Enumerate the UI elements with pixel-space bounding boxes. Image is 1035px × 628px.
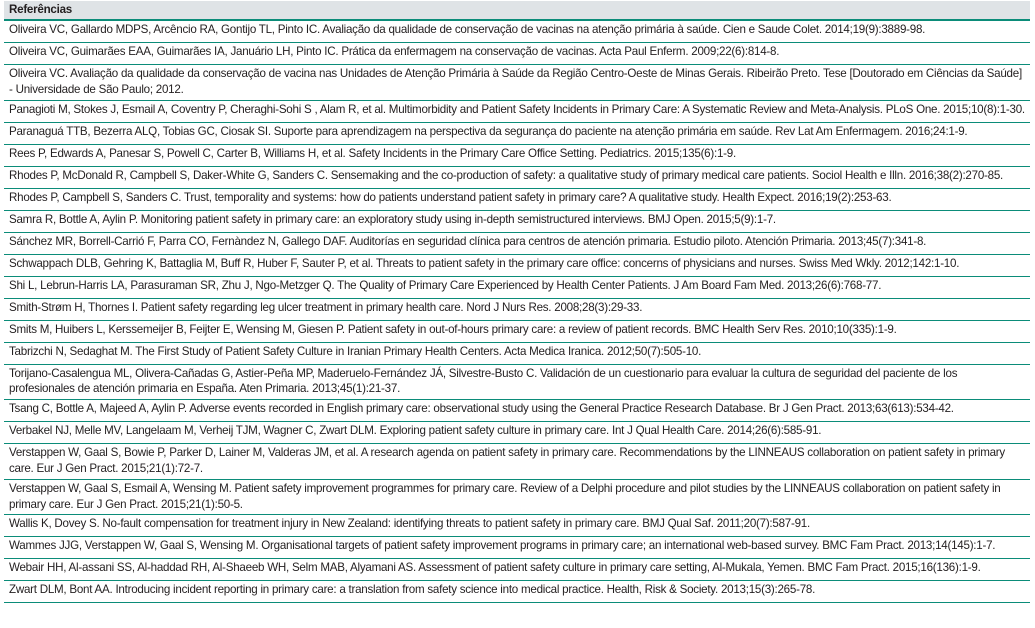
table-header-row: [4, 1, 1030, 20]
reference-cell: Wallis K, Dovey S. No-fault compensation for treatment injury in New Zealand: identifying threats to patient safety in primary care. BMJ Qual Saf. 2011;20(7):587-91.: [4, 515, 1030, 537]
reference-cell: Oliveira VC. Avaliação da qualidade da conservação de vacina nas Unidades de Atenção Primária à Saúde da Região Centro-Oeste de Minas Gerais. Ribeirão Preto. Tese [Doutorado em Ciências da Saúde] - Universidade de São Paulo; 2012.: [4, 65, 1030, 101]
reference-cell: Samra R, Bottle A, Aylin P. Monitoring patient safety in primary care: an exploratory study using in-depth semistructured interviews. BMJ Open. 2015;5(9):1-7.: [4, 210, 1030, 232]
reference-cell: Verstappen W, Gaal S, Esmail A, Wensing M. Patient safety improvement programmes for primary care. Review of a Delphi procedure and pilot studies by the LINNEAUS collaboration on patient safety in primary care. Eur J Gen Pract. 2015;21(1):50-5.: [4, 479, 1030, 515]
reference-cell: Tabrizchi N, Sedaghat M. The First Study of Patient Safety Culture in Iranian Primary Health Centers. Acta Medica Iranica. 2012;50(7):505-10.: [4, 342, 1030, 364]
table-row: [4, 20, 1030, 43]
reference-cell: Smith-Strøm H, Thornes I. Patient safety regarding leg ulcer treatment in primary health care. Nord J Nurs Res. 2008;28(3):29-33.: [4, 298, 1030, 320]
table-row: [4, 254, 1030, 276]
reference-cell: Smits M, Huibers L, Kerssemeijer B, Feijter E, Wensing M, Giesen P. Patient safety in out-of-hours primary care: a review of patient records. BMC Health Serv Res. 2010;10(335):1-9.: [4, 320, 1030, 342]
table-row: [4, 515, 1030, 537]
reference-cell: Oliveira VC, Gallardo MDPS, Arcêncio RA, Gontijo TL, Pinto IC. Avaliação da qualidade de conservação de vacinas na atenção primária à saúde. Cien e Saude Colet. 2014;19(9):3889-98.: [4, 20, 1030, 43]
reference-cell: Rees P, Edwards A, Panesar S, Powell C, Carter B, Williams H, et al. Safety Incidents in the Primary Care Office Setting. Pediatrics. 2015;135(6):1-9.: [4, 144, 1030, 166]
reference-cell: Rhodes P, McDonald R, Campbell S, Daker-White G, Sanders C. Sensemaking and the co-production of safety: a qualitative study of primary medical care patients. Sociol Health e Illn. 2016;38(2):270-85.: [4, 166, 1030, 188]
table-row: [4, 43, 1030, 65]
table-row: [4, 422, 1030, 444]
table-row: [4, 100, 1030, 122]
reference-cell: Verbakel NJ, Melle MV, Langelaam M, Verheij TJM, Wagner C, Zwart DLM. Exploring patient safety culture in primary care. Int J Qual Health Care. 2014;26(6):585-91.: [4, 422, 1030, 444]
reference-cell: Torijano-Casalengua ML, Olivera-Cañadas G, Astier-Peña MP, Maderuelo-Fernández JÁ, Silvestre-Busto C. Validación de un cuestionario para evaluar la cultura de seguridad del paciente de los profesionales de atención primaria en España. Aten Primaria. 2013;45(1):21-37.: [4, 364, 1030, 400]
reference-cell: Zwart DLM, Bont AA. Introducing incident reporting in primary care: a translation from safety science into medical practice. Health, Risk & Society. 2013;15(3):265-78.: [4, 581, 1030, 603]
table-header: Referências: [4, 1, 1030, 20]
table-row: [4, 232, 1030, 254]
reference-cell: Paranaguá TTB, Bezerra ALQ, Tobias GC, Ciosak SI. Suporte para aprendizagem na perspectiva da segurança do paciente na atenção primária em saúde. Rev Lat Am Enfermagem. 2016;24:1-9.: [4, 122, 1030, 144]
table-row: [4, 122, 1030, 144]
table-row: [4, 320, 1030, 342]
table-row: [4, 65, 1030, 101]
reference-cell: Shi L, Lebrun-Harris LA, Parasuraman SR, Zhu J, Ngo-Metzger Q. The Quality of Primary Care Experienced by Health Center Patients. J Am Board Fam Med. 2013;26(6):768-77.: [4, 276, 1030, 298]
reference-cell: Oliveira VC, Guimarães EAA, Guimarães IA, Januário LH, Pinto IC. Prática da enfermagem na conservação de vacinas. Acta Paul Enferm. 2009;22(6):814-8.: [4, 43, 1030, 65]
reference-cell: Webair HH, Al-assani SS, Al-haddad RH, Al-Shaeeb WH, Selm MAB, Alyamani AS. Assessment of patient safety culture in primary care setting, Al-Mukala, Yemen. BMC Fam Pract. 2015;16(136):1-9.: [4, 559, 1030, 581]
reference-cell: Tsang C, Bottle A, Majeed A, Aylin P. Adverse events recorded in English primary care: observational study using the General Practice Research Database. Br J Gen Pract. 2013;63(613):534-42.: [4, 400, 1030, 422]
table-row: [4, 276, 1030, 298]
reference-cell: Wammes JJG, Verstappen W, Gaal S, Wensing M. Organisational targets of patient safety improvement programs in primary care; an international web-based survey. BMC Fam Pract. 2013;14(145):1-7.: [4, 537, 1030, 559]
table-row: [4, 298, 1030, 320]
reference-cell: Verstappen W, Gaal S, Bowie P, Parker D, Lainer M, Valderas JM, et al. A research agenda on patient safety in primary care. Recommendations by the LINNEAUS collaboration on patient safety in primary care. Eur J Gen Pract. 2015;21(1):72-7.: [4, 444, 1030, 480]
table-row: [4, 581, 1030, 603]
table-row: [4, 364, 1030, 400]
table-row: [4, 479, 1030, 515]
reference-cell: Panagioti M, Stokes J, Esmail A, Coventry P, Cheraghi-Sohi S , Alam R, et al. Multimorbidity and Patient Safety Incidents in Primary Care: A Systematic Review and Meta-Analysis. PLoS One. 2015;10(8):1-30.: [4, 100, 1030, 122]
table-row: [4, 188, 1030, 210]
table-row: [4, 444, 1030, 480]
table-row: [4, 400, 1030, 422]
reference-cell: Rhodes P, Campbell S, Sanders C. Trust, temporality and systems: how do patients understand patient safety in primary care? A qualitative study. Health Expect. 2016;19(2):253-63.: [4, 188, 1030, 210]
table-row: [4, 166, 1030, 188]
reference-cell: Sánchez MR, Borrell-Carrió F, Parra CO, Fernàndez N, Gallego DAF. Auditorías en seguridad clínica para centros de atención primaria. Estudio piloto. Atención Primaria. 2013;45(7):341-8.: [4, 232, 1030, 254]
table-row: [4, 210, 1030, 232]
table-row: [4, 144, 1030, 166]
table-row: [4, 537, 1030, 559]
reference-cell: Schwappach DLB, Gehring K, Battaglia M, Buff R, Huber F, Sauter P, et al. Threats to patient safety in the primary care office: concerns of physicians and nurses. Swiss Med Wkly. 2012;142:1-10.: [4, 254, 1030, 276]
table-row: [4, 559, 1030, 581]
references-table: [4, 1, 1030, 603]
table-row: [4, 342, 1030, 364]
